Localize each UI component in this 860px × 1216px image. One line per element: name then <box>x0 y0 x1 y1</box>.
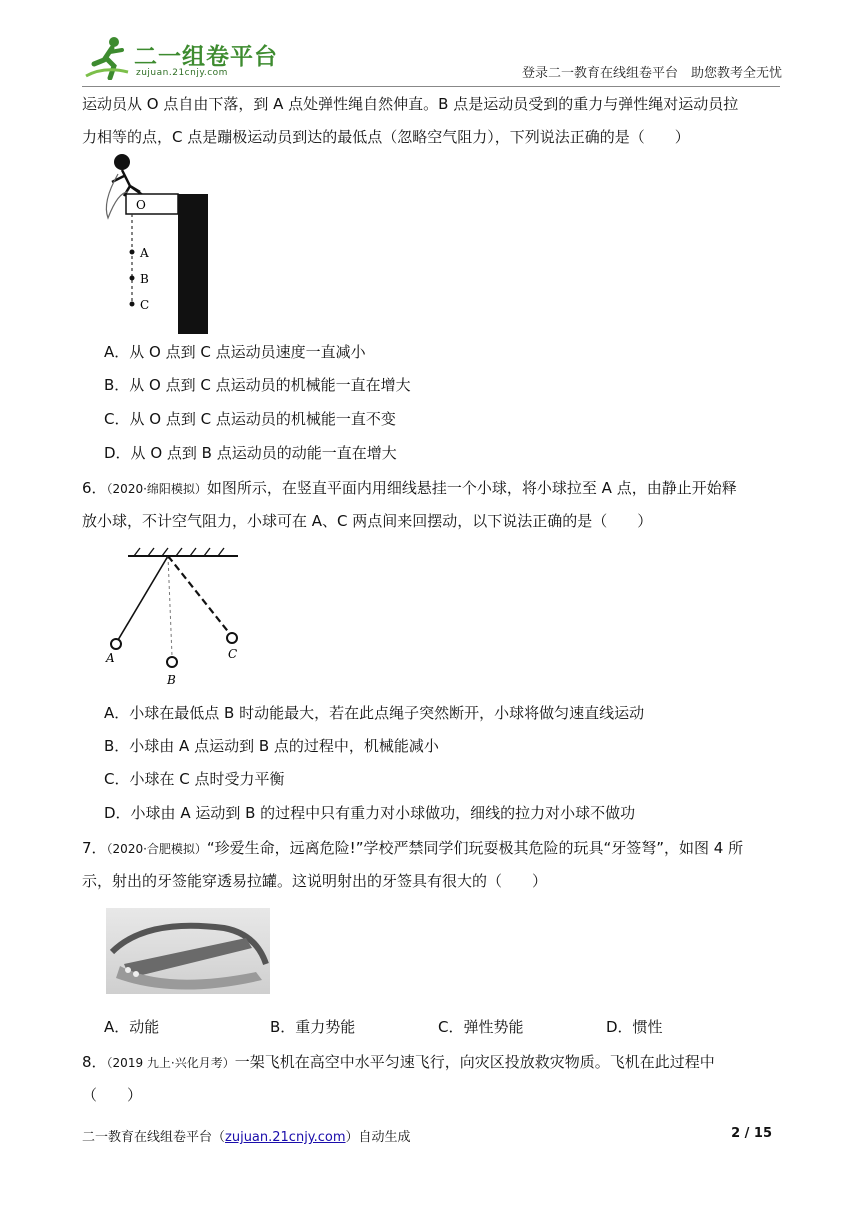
platform-box <box>126 194 178 214</box>
page-header <box>82 30 782 86</box>
runner-logo-icon <box>84 36 132 80</box>
ball-a <box>111 639 121 649</box>
q5-option-c: C．从 O 点到 C 点运动员的机械能一直不变 <box>104 410 396 428</box>
label-c: C <box>140 298 150 312</box>
q8-text-line1 <box>82 1046 782 1079</box>
q6-number: 6． <box>82 479 107 497</box>
q8-source: （2019 九上·兴化月考） <box>106 1056 235 1070</box>
string-to-b <box>168 556 172 656</box>
footer-suffix: ）自动生成 <box>345 1130 411 1145</box>
point-a-dot <box>130 250 135 255</box>
site-logo[interactable] <box>82 34 282 82</box>
label-b: B <box>140 272 149 286</box>
q5-option-d: D．从 O 点到 B 点运动员的动能一直在增大 <box>104 444 397 462</box>
q6-option-a: A．小球在最低点 B 时动能最大，若在此点绳子突然断开，小球将做匀速直线运动 <box>104 704 645 722</box>
page-footer <box>82 1126 411 1145</box>
q8-text-line2: （ ） <box>82 1086 143 1104</box>
ball-b <box>167 657 177 667</box>
q7-number: 7． <box>82 839 107 857</box>
crossbow-screw-2 <box>133 971 139 977</box>
q7-text-line1 <box>82 832 782 865</box>
q6-option-b: B．小球由 A 点运动到 B 点的过程中，机械能减小 <box>104 737 439 755</box>
footer-prefix: 二一教育在线组卷平台（ <box>82 1130 226 1145</box>
q5-option-a: A．从 O 点到 C 点运动员速度一直减小 <box>104 343 366 361</box>
toothpick-crossbow-photo <box>106 908 270 994</box>
q6-option-c: C．小球在 C 点时受力平衡 <box>104 770 285 788</box>
q6-text-line2: 放小球，不计空气阻力，小球可在 A、C 两点间来回摆动，以下说法正确的是（ ） <box>82 512 653 530</box>
q6-stem: 如图所示，在竖直平面内用细线悬挂一个小球，将小球拉至 A 点，由静止开始释 <box>206 479 737 497</box>
page-number: 2 / 15 <box>731 1126 772 1141</box>
label-b: B <box>167 673 176 687</box>
point-c-dot <box>130 302 135 307</box>
ceiling-hatch <box>134 548 224 556</box>
label-a: A <box>106 651 115 665</box>
q5-text-line2: 力相等的点，C 点是蹦极运动员到达的最低点（忽略空气阻力），下列说法正确的是（ ） <box>82 128 690 146</box>
q8-number: 8． <box>82 1053 107 1071</box>
point-b-dot <box>130 276 135 281</box>
q6-text-line1 <box>82 472 782 505</box>
ball-c <box>227 633 237 643</box>
q7-stem: “珍爱生命，远离危险!”学校严禁同学们玩耍极其危险的玩具“牙签弩”，如图 4 所 <box>206 839 744 857</box>
string-to-a <box>118 556 168 640</box>
label-a: A <box>140 246 149 260</box>
q6-source: （2020·绵阳模拟） <box>106 482 207 496</box>
q7-text-line2: 示，射出的牙签能穿透易拉罐。这说明射出的牙签具有很大的（ ） <box>82 872 548 890</box>
logo-subtitle: zujuan.21cnjy.com <box>136 68 228 78</box>
logo-title: 二一组卷平台 <box>134 44 278 70</box>
q7-option-a: A．动能 <box>104 1018 160 1036</box>
pendulum-figure <box>104 544 244 690</box>
q7-option-c: C．弹性势能 <box>438 1018 524 1036</box>
footer-site-link[interactable]: zujuan.21cnjy.com <box>225 1130 346 1145</box>
crossbow-screw-1 <box>125 967 131 973</box>
q7-option-b: B．重力势能 <box>270 1018 356 1036</box>
header-divider <box>82 86 780 87</box>
label-o: O <box>136 198 146 212</box>
q6-option-d: D．小球由 A 运动到 B 的过程中只有重力对小球做功，细线的拉力对小球不做功 <box>104 804 636 822</box>
jumper-head <box>114 154 130 170</box>
label-c: C <box>228 647 238 661</box>
q5-text-line1: 运动员从 O 点自由下落，到 A 点处弹性绳自然伸直。B 点是运动员受到的重力与弹性绳对运动员拉 <box>82 95 739 113</box>
q7-options-row <box>104 1016 784 1040</box>
string-to-c <box>168 556 230 634</box>
bungee-jump-figure <box>100 152 212 334</box>
q7-source: （2020·合肥模拟） <box>106 842 207 856</box>
q5-option-b: B．从 O 点到 C 点运动员的机械能一直在增大 <box>104 376 411 394</box>
tower <box>178 194 208 334</box>
q8-stem: 一架飞机在高空中水平匀速飞行，向灾区投放救灾物质。飞机在此过程中 <box>234 1053 715 1071</box>
header-slogan: 登录二一教育在线组卷平台 助您教考全无忧 <box>521 66 782 81</box>
q7-option-d: D．惯性 <box>606 1018 663 1036</box>
